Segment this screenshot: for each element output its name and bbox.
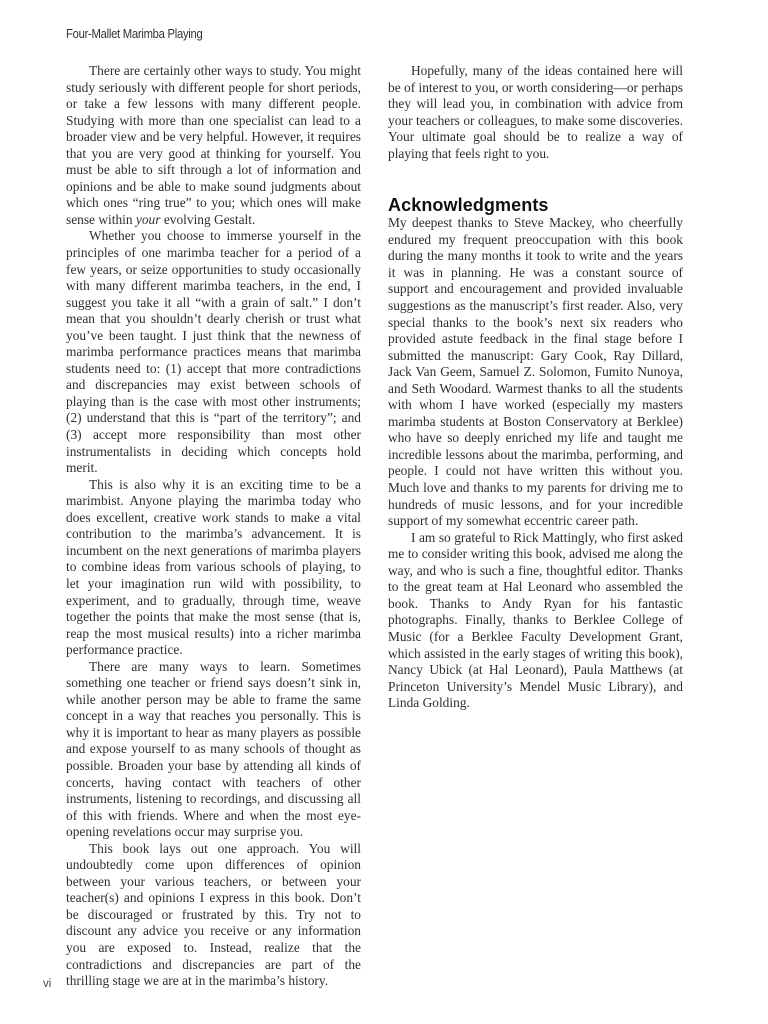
- paragraph-many-ways-to-learn: There are many ways to learn. Sometimes something one teacher or friend says doesn’t sink in, while another person may be able to frame the same concept in a way that reaches you personally. This is why it is important to hear as many players as possible and expose yourself to as many schools of thought as possible. Broaden your base by attending all kinds of concerts, having contact with teachers of other instruments, listening to recordings, and discussing all of this with friends. Where and when the most eye-opening revelations occur may surprise you.: [66, 658, 361, 840]
- left-column: [66, 63, 361, 990]
- paragraph-hopefully: Hopefully, many of the ideas contained here will be of interest to you, or worth considering—or perhaps they will lead you, in combination with advice from your teachers or colleagues, to make some discoveries. Your ultimate goal should be to realize a way of playing that feels right to you.: [388, 63, 683, 161]
- paragraph-text: evolving Gestalt.: [160, 211, 256, 227]
- running-head: Four-Mallet Marimba Playing: [66, 27, 203, 41]
- paragraph-grain-of-salt: Whether you choose to immerse yourself in the principles of one marimba teacher for a period of a few years, or seize opportunities to study occasionally with many different marimba teachers, in the end, I suggest you take it all “with a grain of salt.” I don’t mean that you shouldn’t dearly cherish or trust what you’ve been taught. I just think that the newness of marimba performance practices means that marimba students need to: (1) accept that more contradictions and discrepancies may exist between schools of playing than is the case with most other instruments; (2) understand that this is “part of the territory”; and (3) accept more responsibility than most other instrumentalists in deciding which concepts hold merit.: [66, 228, 361, 476]
- page-number: vi: [43, 978, 52, 990]
- paragraph-exciting-time: This is also why it is an exciting time to be a marimbist. Anyone playing the marimba today who does excellent, creative work stands to make a vital contribution to the marimba’s advancement. It is incumbent on the next generations of marimba players to combine ideas from various schools of playing, to let your imagination run wild with possibility, to experiment, and to gradually, through time, weave together the points that make the most sense (that is, reap the most musical results) into a richer marimba performance practice.: [66, 476, 361, 658]
- paragraph-text: There are certainly other ways to study. You might study seriously with different people for short periods, or take a few lessons with many different people. Studying with more than one specialist can lead to a broader view and be very helpful. However, it requires that you are very good at thinking for yourself. You must be able to sift through a lot of information and opinions and be able to make sound judgments about which ones “ring true” to you; which ones will make sense within: [66, 63, 361, 227]
- emphasis-your: your: [135, 211, 161, 227]
- paragraph-deepest-thanks: My deepest thanks to Steve Mackey, who cheerfully endured my frequent preoccupation with this book during the many months it took to write and the years it was in planning. He was a constant source of support and encouragement and provided invaluable suggestions as the manuscript’s first reader. Also, very special thanks to the book’s next six readers who provided astute feedback in the final stage before I submitted the manuscript: Gary Cook, Ray Dillard, Jack Van Geem, Samuel Z. Solomon, Fumito Nunoya, and Seth Woodard. Warmest thanks to all the students with whom I have worked (especially my masters marimba students at Boston Conservatory at Berklee) who have so deeply enriched my life and taught me incredible lessons about the marimba, performing, and people. I could not have written this without you. Much love and thanks to my parents for driving me to hundreds of music lessons, and for your incredible support of my somewhat eccentric career path.: [388, 215, 683, 529]
- paragraph-one-approach: This book lays out one approach. You will undoubtedly come upon differences of opinion between your various teachers, or between your teacher(s) and opinions I express in this book. Don’t be discouraged or frustrated by this. Try not to discount any advice you receive or any information you are exposed to. Instead, realize that the contradictions and discrepancies are part of the thrilling stage we are at in the marimba’s history.: [66, 840, 361, 989]
- paragraph-grateful: I am so grateful to Rick Mattingly, who first asked me to consider writing this book, advised me along the way, and who is such a fine, thoughtful editor. Thanks to the great team at Hal Leonard who assembled the book. Thanks to Andy Ryan for his fantastic photographs. Finally, thanks to Berklee College of Music (for a Berklee Faculty Development Grant, which assisted in the early stages of writing this book), Nancy Ubick (at Hal Leonard), Paula Matthews (at Princeton University’s Mendel Music Library), and Linda Golding.: [388, 529, 683, 711]
- paragraph-other-ways-to-study: [66, 63, 361, 228]
- right-column: [388, 63, 683, 712]
- acknowledgments-heading: Acknowledgments: [388, 195, 549, 216]
